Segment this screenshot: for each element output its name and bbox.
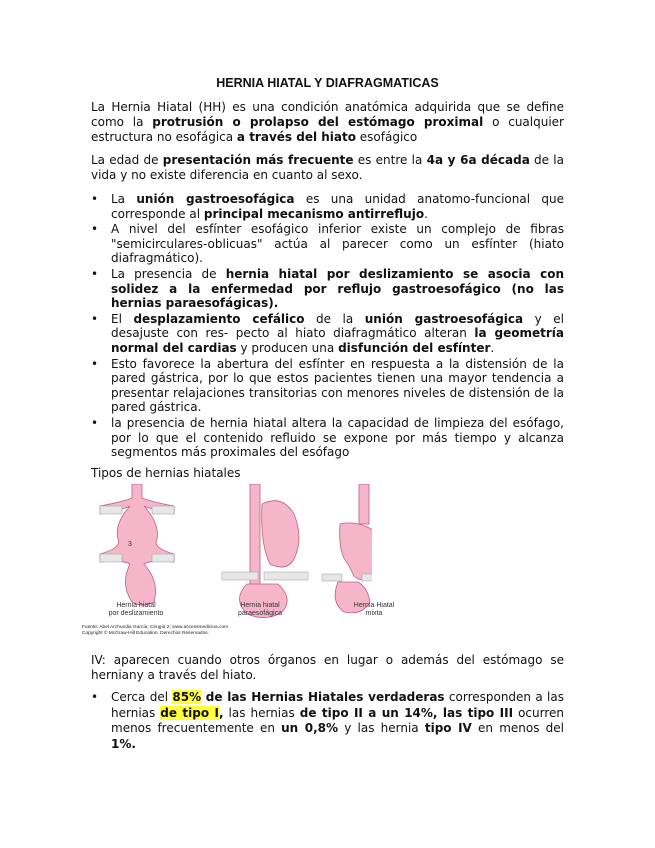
bullet-icon: • — [91, 222, 99, 237]
intro-emphasis: a través del hiato — [236, 130, 356, 144]
bullet-icon: • — [91, 311, 99, 326]
bullet-icon: • — [91, 415, 99, 430]
stats-list — [91, 690, 564, 753]
list-item: • Esto favorece la abertura del esfínter en respuesta a la distensión de la pared gástrica, por lo que estos pacientes tienen una mayor tendencia a presentar relajaciones transitorias con menores niveles de distensión de la pared gástrica. — [91, 356, 564, 415]
intro-text: La Hernia Hiatal (HH) es una condición anatómica adquirida que se define como la — [91, 100, 564, 129]
list-item: • La unión gastroesofágica es una unidad anatomo-funcional que corresponde al principal mecanismo antirreflujo. — [91, 192, 564, 221]
list-item: • la presencia de hernia hiatal altera la capacidad de limpieza del esófago, por lo que el contenido refluido se expone por más tiempo y alcanza segmentos más proximales del esófago — [91, 415, 564, 460]
intro-text: esofágico — [355, 130, 418, 144]
caption-sliding: Hernia hiatal por deslizamiento — [108, 602, 164, 617]
highlight-85: 85% — [172, 690, 202, 704]
age-text: La edad de — [91, 153, 163, 167]
figure-marker: 3 — [128, 541, 132, 548]
types-heading: Tipos de hernias hiatales — [91, 466, 241, 480]
intro-emphasis: protrusión o prolapso del estómago proximal — [152, 115, 484, 129]
hernia-types-figure — [82, 484, 395, 642]
paraesophageal-hernia-drawing — [222, 484, 308, 618]
age-text: de la vida y no existe diferencia en cuanto al sexo. — [91, 153, 564, 182]
bullet-icon: • — [91, 192, 99, 206]
list-item: • A nivel del esfínter esofágico inferior existe un complejo de fibras "semicirculares-oblicuas" actúa al parecer como un esfínter (hiato diafragmático). — [91, 222, 564, 266]
list-item: • Cerca del 85% de las Hernias Hiatales verdaderas corresponden a las hernias de tipo I, las hernias de tipo II a un 14%, las tipo III ocurren menos frecuentemente en un 0,8% y las hernia tipo IV en menos del 1%. — [91, 690, 565, 751]
type-iv-paragraph: IV: aparecen cuando otros órganos en lugar o además del estómago se herniany a través del hiato. — [91, 653, 564, 682]
bullet-icon: • — [91, 356, 99, 371]
highlight-tipo-i: de tipo I — [160, 705, 219, 720]
page-title: HERNIA HIATAL Y DIAFRAGMATICAS — [216, 76, 439, 90]
figure-source: Fuente: Abel Archundia García; Cirugía 2; www.accessmedicina.com Copyright © McGraw-Hill Education. Derechos Reservados. — [82, 625, 229, 636]
list-item: • El desplazamiento cefálico de la unión gastroesofágica y el desajuste con res- pecto al hiato diafragmático alteran la geometría normal del cardias y producen una disfunción del esfínter. — [91, 311, 564, 355]
list-item: • La presencia de hernia hiatal por deslizamiento se asocia con solidez a la enfermedad por reflujo gastroesofágico (no las hernias paraesofágicas). — [91, 266, 564, 311]
bullet-icon: • — [91, 690, 99, 704]
bullet-icon: • — [91, 266, 99, 281]
age-text: es entre la — [353, 153, 427, 167]
facts-list — [91, 192, 564, 461]
intro-paragraph — [91, 100, 564, 145]
caption-mixed: Hernia Hiatal mixta — [353, 602, 395, 617]
mixed-hernia-drawing — [322, 484, 372, 613]
age-emphasis: 4a y 6a década — [426, 153, 530, 167]
intro-text: o cualquier estructura no esofágica — [91, 115, 564, 144]
age-paragraph — [91, 153, 564, 183]
age-emphasis: presentación más frecuente — [162, 153, 354, 167]
sliding-hernia-drawing — [100, 484, 174, 605]
caption-paraesophageal: Hernia hiatal paraesofágica — [238, 602, 282, 617]
